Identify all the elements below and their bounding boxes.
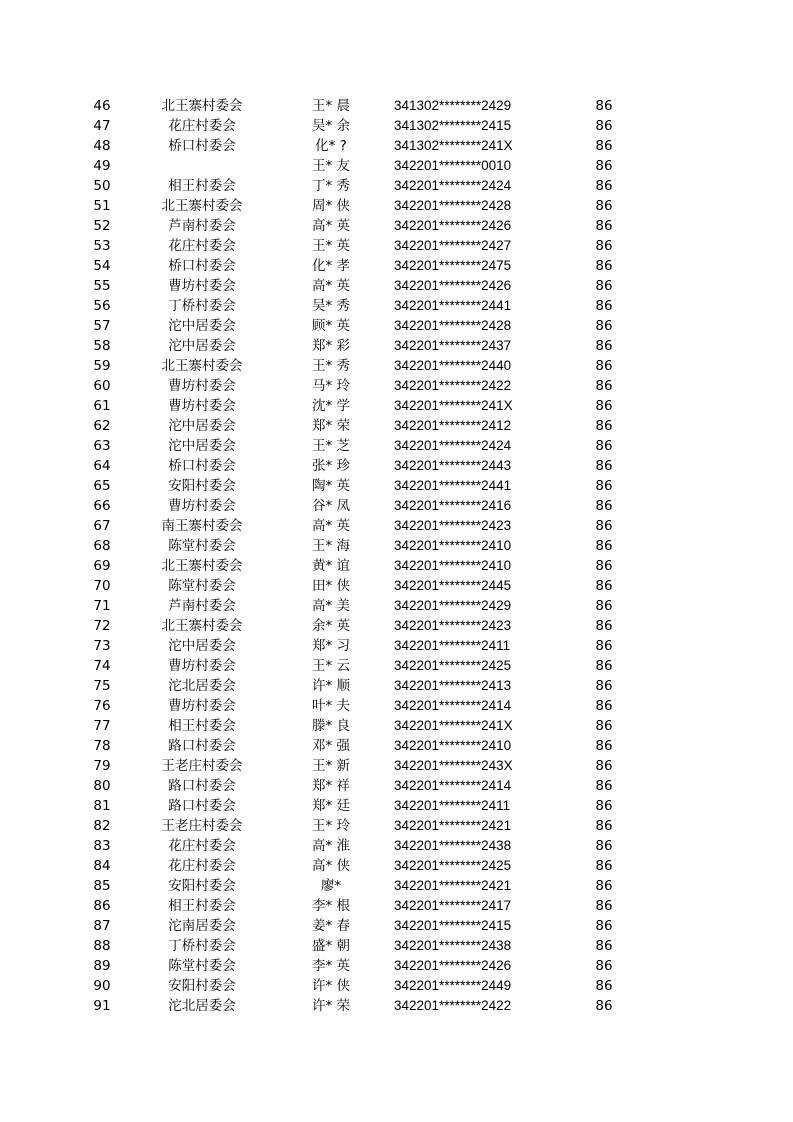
unit-name: 安阳村委会	[168, 478, 236, 494]
age: 86	[595, 778, 613, 794]
person-name: 郑* 荣	[311, 418, 351, 434]
table-row	[0, 96, 793, 116]
row-number: 84	[93, 858, 111, 874]
person-name: 高* 侠	[311, 858, 351, 874]
table-row	[0, 976, 793, 996]
row-number: 64	[93, 458, 111, 474]
unit-name: 沱中居委会	[168, 438, 236, 454]
table-row	[0, 336, 793, 356]
id-number: 342201********2441	[394, 298, 512, 313]
id-number: 342201********2410	[394, 558, 512, 573]
row-number: 76	[93, 698, 111, 714]
person-name: 李* 英	[311, 958, 351, 974]
unit-name: 丁桥村委会	[168, 938, 236, 954]
age: 86	[595, 478, 613, 494]
id-number: 342201********2427	[394, 238, 512, 253]
row-number: 89	[93, 958, 111, 974]
unit-name: 沱南居委会	[168, 918, 236, 934]
age: 86	[595, 878, 613, 894]
row-number: 54	[93, 258, 111, 274]
row-number: 71	[93, 598, 111, 614]
row-number: 85	[93, 878, 111, 894]
id-number: 341302********241X	[394, 138, 513, 153]
id-number: 341302********2415	[394, 118, 512, 133]
person-name: 王* 芝	[311, 438, 351, 454]
unit-name: 王老庄村委会	[161, 818, 243, 834]
id-number: 342201********0010	[394, 158, 512, 173]
id-number: 342201********2415	[394, 918, 512, 933]
id-number: 342201********2416	[394, 498, 512, 513]
id-number: 342201********2428	[394, 198, 512, 213]
person-name: 化* ?	[315, 138, 347, 154]
table-row	[0, 196, 793, 216]
unit-name: 曹坊村委会	[168, 398, 236, 414]
table-row	[0, 656, 793, 676]
table-row	[0, 636, 793, 656]
person-name: 吴* 秀	[311, 298, 351, 314]
unit-name: 沱中居委会	[168, 338, 236, 354]
age: 86	[595, 398, 613, 414]
row-number: 58	[93, 338, 111, 354]
age: 86	[595, 938, 613, 954]
id-number: 342201********2426	[394, 218, 512, 233]
unit-name: 陈堂村委会	[168, 538, 236, 554]
age: 86	[595, 418, 613, 434]
id-number: 342201********243X	[394, 758, 513, 773]
unit-name: 王老庄村委会	[161, 758, 243, 774]
person-name: 邓* 强	[311, 738, 351, 754]
person-name: 顾* 英	[311, 318, 351, 334]
table-row	[0, 416, 793, 436]
person-name: 王* 新	[311, 758, 351, 774]
table-row	[0, 856, 793, 876]
row-number: 83	[93, 838, 111, 854]
unit-name: 曹坊村委会	[168, 498, 236, 514]
row-number: 55	[93, 278, 111, 294]
age: 86	[595, 138, 613, 154]
row-number: 59	[93, 358, 111, 374]
id-number: 342201********2443	[394, 458, 512, 473]
id-number: 342201********2410	[394, 538, 512, 553]
age: 86	[595, 178, 613, 194]
id-number: 342201********2413	[394, 678, 512, 693]
table-row	[0, 756, 793, 776]
table-row	[0, 596, 793, 616]
id-number: 342201********2421	[394, 878, 512, 893]
age: 86	[595, 498, 613, 514]
unit-name: 路口村委会	[168, 778, 236, 794]
age: 86	[595, 818, 613, 834]
table-row	[0, 316, 793, 336]
person-name: 吴* 余	[311, 118, 351, 134]
age: 86	[595, 158, 613, 174]
row-number: 87	[93, 918, 111, 934]
age: 86	[595, 658, 613, 674]
table-row	[0, 536, 793, 556]
person-name: 王* 云	[311, 658, 351, 674]
row-number: 63	[93, 438, 111, 454]
table-row	[0, 576, 793, 596]
age: 86	[595, 338, 613, 354]
table-row	[0, 116, 793, 136]
age: 86	[595, 838, 613, 854]
person-name: 黄* 谊	[311, 558, 351, 574]
unit-name: 沱北居委会	[168, 678, 236, 694]
unit-name: 芦南村委会	[168, 598, 236, 614]
unit-name: 丁桥村委会	[168, 298, 236, 314]
table-row	[0, 816, 793, 836]
id-number: 342201********2422	[394, 998, 512, 1013]
table-row	[0, 516, 793, 536]
person-name: 王* 海	[311, 538, 351, 554]
person-name: 王* 秀	[311, 358, 351, 374]
row-number: 62	[93, 418, 111, 434]
person-name: 沈* 学	[311, 398, 351, 414]
table-row	[0, 256, 793, 276]
person-name: 高* 英	[311, 278, 351, 294]
row-number: 48	[93, 138, 111, 154]
table-row	[0, 296, 793, 316]
id-number: 342201********2414	[394, 778, 512, 793]
unit-name: 相王村委会	[168, 898, 236, 914]
unit-name: 花庄村委会	[168, 838, 236, 854]
age: 86	[595, 438, 613, 454]
id-number: 342201********2441	[394, 478, 512, 493]
person-name: 高* 英	[311, 518, 351, 534]
id-number: 342201********2423	[394, 618, 512, 633]
person-name: 姜* 春	[311, 918, 351, 934]
age: 86	[595, 378, 613, 394]
age: 86	[595, 358, 613, 374]
age: 86	[595, 738, 613, 754]
row-number: 49	[93, 158, 111, 174]
id-number: 342201********2424	[394, 438, 512, 453]
unit-name: 安阳村委会	[168, 978, 236, 994]
person-name: 许* 荣	[311, 998, 351, 1014]
age: 86	[595, 278, 613, 294]
id-number: 342201********2449	[394, 978, 512, 993]
table-row	[0, 776, 793, 796]
person-name: 盛* 朝	[311, 938, 351, 954]
unit-name: 陈堂村委会	[168, 578, 236, 594]
table-row	[0, 956, 793, 976]
row-number: 61	[93, 398, 111, 414]
row-number: 46	[93, 98, 111, 114]
age: 86	[595, 618, 613, 634]
table-row	[0, 436, 793, 456]
age: 86	[595, 978, 613, 994]
table-row	[0, 276, 793, 296]
row-number: 68	[93, 538, 111, 554]
table-row	[0, 716, 793, 736]
age: 86	[595, 258, 613, 274]
row-number: 81	[93, 798, 111, 814]
row-number: 73	[93, 638, 111, 654]
table-row	[0, 396, 793, 416]
unit-name: 曹坊村委会	[168, 378, 236, 394]
unit-name: 相王村委会	[168, 178, 236, 194]
unit-name: 北王寨村委会	[161, 558, 243, 574]
unit-name: 花庄村委会	[168, 118, 236, 134]
age: 86	[595, 578, 613, 594]
person-name: 陶* 英	[311, 478, 351, 494]
row-number: 47	[93, 118, 111, 134]
age: 86	[595, 558, 613, 574]
row-number: 79	[93, 758, 111, 774]
id-number: 342201********2438	[394, 838, 512, 853]
id-number: 342201********2425	[394, 658, 512, 673]
person-name: 叶* 夫	[311, 698, 351, 714]
id-number: 342201********2412	[394, 418, 512, 433]
unit-name: 花庄村委会	[168, 238, 236, 254]
table-row	[0, 456, 793, 476]
row-number: 80	[93, 778, 111, 794]
id-number: 342201********2410	[394, 738, 512, 753]
table-row	[0, 936, 793, 956]
table-row	[0, 876, 793, 896]
unit-name: 桥口村委会	[168, 138, 236, 154]
id-number: 342201********2414	[394, 698, 512, 713]
age: 86	[595, 598, 613, 614]
row-number: 90	[93, 978, 111, 994]
id-number: 342201********2437	[394, 338, 512, 353]
row-number: 69	[93, 558, 111, 574]
id-number: 342201********241X	[394, 398, 513, 413]
table-row	[0, 236, 793, 256]
row-number: 86	[93, 898, 111, 914]
row-number: 66	[93, 498, 111, 514]
unit-name: 沱北居委会	[168, 998, 236, 1014]
unit-name: 沱中居委会	[168, 638, 236, 654]
id-number: 342201********2426	[394, 278, 512, 293]
unit-name: 北王寨村委会	[161, 618, 243, 634]
id-number: 341302********2429	[394, 98, 512, 113]
table-row	[0, 676, 793, 696]
person-name: 郑* 祥	[311, 778, 351, 794]
age: 86	[595, 238, 613, 254]
id-number: 342201********2438	[394, 938, 512, 953]
table-row	[0, 156, 793, 176]
person-name: 许* 顺	[311, 678, 351, 694]
age: 86	[595, 118, 613, 134]
age: 86	[595, 918, 613, 934]
unit-name: 沱中居委会	[168, 418, 236, 434]
person-name: 田* 侠	[311, 578, 351, 594]
person-name: 郑* 习	[311, 638, 351, 654]
person-name: 王* 玲	[311, 818, 351, 834]
person-name: 余* 英	[311, 618, 351, 634]
age: 86	[595, 718, 613, 734]
person-name: 廖*	[320, 878, 342, 894]
row-number: 82	[93, 818, 111, 834]
table-row	[0, 896, 793, 916]
row-number: 53	[93, 238, 111, 254]
unit-name: 桥口村委会	[168, 258, 236, 274]
data-table	[0, 96, 793, 1016]
row-number: 88	[93, 938, 111, 954]
id-number: 342201********2428	[394, 318, 512, 333]
row-number: 60	[93, 378, 111, 394]
table-row	[0, 476, 793, 496]
age: 86	[595, 798, 613, 814]
table-row	[0, 696, 793, 716]
unit-name: 花庄村委会	[168, 858, 236, 874]
age: 86	[595, 98, 613, 114]
row-number: 50	[93, 178, 111, 194]
unit-name: 南王寨村委会	[161, 518, 243, 534]
age: 86	[595, 198, 613, 214]
id-number: 342201********2421	[394, 818, 512, 833]
unit-name: 路口村委会	[168, 798, 236, 814]
unit-name: 北王寨村委会	[161, 198, 243, 214]
row-number: 74	[93, 658, 111, 674]
table-row	[0, 216, 793, 236]
table-row	[0, 916, 793, 936]
person-name: 高* 淮	[311, 838, 351, 854]
person-name: 丁* 秀	[311, 178, 351, 194]
id-number: 342201********2423	[394, 518, 512, 533]
unit-name: 曹坊村委会	[168, 278, 236, 294]
person-name: 郑* 彩	[311, 338, 351, 354]
person-name: 滕* 良	[311, 718, 351, 734]
age: 86	[595, 518, 613, 534]
row-number: 56	[93, 298, 111, 314]
table-row	[0, 376, 793, 396]
unit-name: 芦南村委会	[168, 218, 236, 234]
id-number: 342201********2411	[394, 638, 511, 653]
id-number: 342201********2424	[394, 178, 512, 193]
age: 86	[595, 638, 613, 654]
person-name: 高* 美	[311, 598, 351, 614]
id-number: 342201********2426	[394, 958, 512, 973]
table-row	[0, 556, 793, 576]
row-number: 75	[93, 678, 111, 694]
person-name: 王* 晨	[311, 98, 351, 114]
table-row	[0, 996, 793, 1016]
id-number: 342201********2475	[394, 258, 512, 273]
table-row	[0, 136, 793, 156]
person-name: 许* 侠	[311, 978, 351, 994]
id-number: 342201********2445	[394, 578, 512, 593]
age: 86	[595, 898, 613, 914]
row-number: 72	[93, 618, 111, 634]
age: 86	[595, 958, 613, 974]
row-number: 57	[93, 318, 111, 334]
age: 86	[595, 218, 613, 234]
age: 86	[595, 678, 613, 694]
age: 86	[595, 858, 613, 874]
row-number: 70	[93, 578, 111, 594]
age: 86	[595, 758, 613, 774]
person-name: 谷* 凤	[311, 498, 351, 514]
age: 86	[595, 698, 613, 714]
age: 86	[595, 458, 613, 474]
person-name: 郑* 廷	[311, 798, 351, 814]
row-number: 52	[93, 218, 111, 234]
person-name: 李* 根	[311, 898, 351, 914]
table-row	[0, 496, 793, 516]
id-number: 342201********2429	[394, 598, 512, 613]
person-name: 化* 孝	[311, 258, 351, 274]
id-number: 342201********2411	[394, 798, 511, 813]
unit-name: 曹坊村委会	[168, 698, 236, 714]
row-number: 91	[93, 998, 111, 1014]
row-number: 78	[93, 738, 111, 754]
person-name: 高* 英	[311, 218, 351, 234]
age: 86	[595, 318, 613, 334]
age: 86	[595, 298, 613, 314]
row-number: 77	[93, 718, 111, 734]
id-number: 342201********2440	[394, 358, 512, 373]
age: 86	[595, 538, 613, 554]
table-row	[0, 836, 793, 856]
unit-name: 桥口村委会	[168, 458, 236, 474]
unit-name: 路口村委会	[168, 738, 236, 754]
unit-name: 陈堂村委会	[168, 958, 236, 974]
unit-name: 北王寨村委会	[161, 358, 243, 374]
unit-name: 相王村委会	[168, 718, 236, 734]
person-name: 王* 友	[311, 158, 351, 174]
person-name: 张* 珍	[311, 458, 351, 474]
person-name: 马* 玲	[311, 378, 351, 394]
row-number: 65	[93, 478, 111, 494]
id-number: 342201********2422	[394, 378, 512, 393]
person-name: 周* 侠	[311, 198, 351, 214]
age: 86	[595, 998, 613, 1014]
unit-name: 曹坊村委会	[168, 658, 236, 674]
person-name: 王* 英	[311, 238, 351, 254]
unit-name: 北王寨村委会	[161, 98, 243, 114]
id-number: 342201********241X	[394, 718, 513, 733]
table-row	[0, 176, 793, 196]
id-number: 342201********2425	[394, 858, 512, 873]
table-row	[0, 796, 793, 816]
unit-name: 沱中居委会	[168, 318, 236, 334]
unit-name: 安阳村委会	[168, 878, 236, 894]
row-number: 51	[93, 198, 111, 214]
table-row	[0, 356, 793, 376]
table-row	[0, 616, 793, 636]
table-row	[0, 736, 793, 756]
id-number: 342201********2417	[394, 898, 512, 913]
row-number: 67	[93, 518, 111, 534]
